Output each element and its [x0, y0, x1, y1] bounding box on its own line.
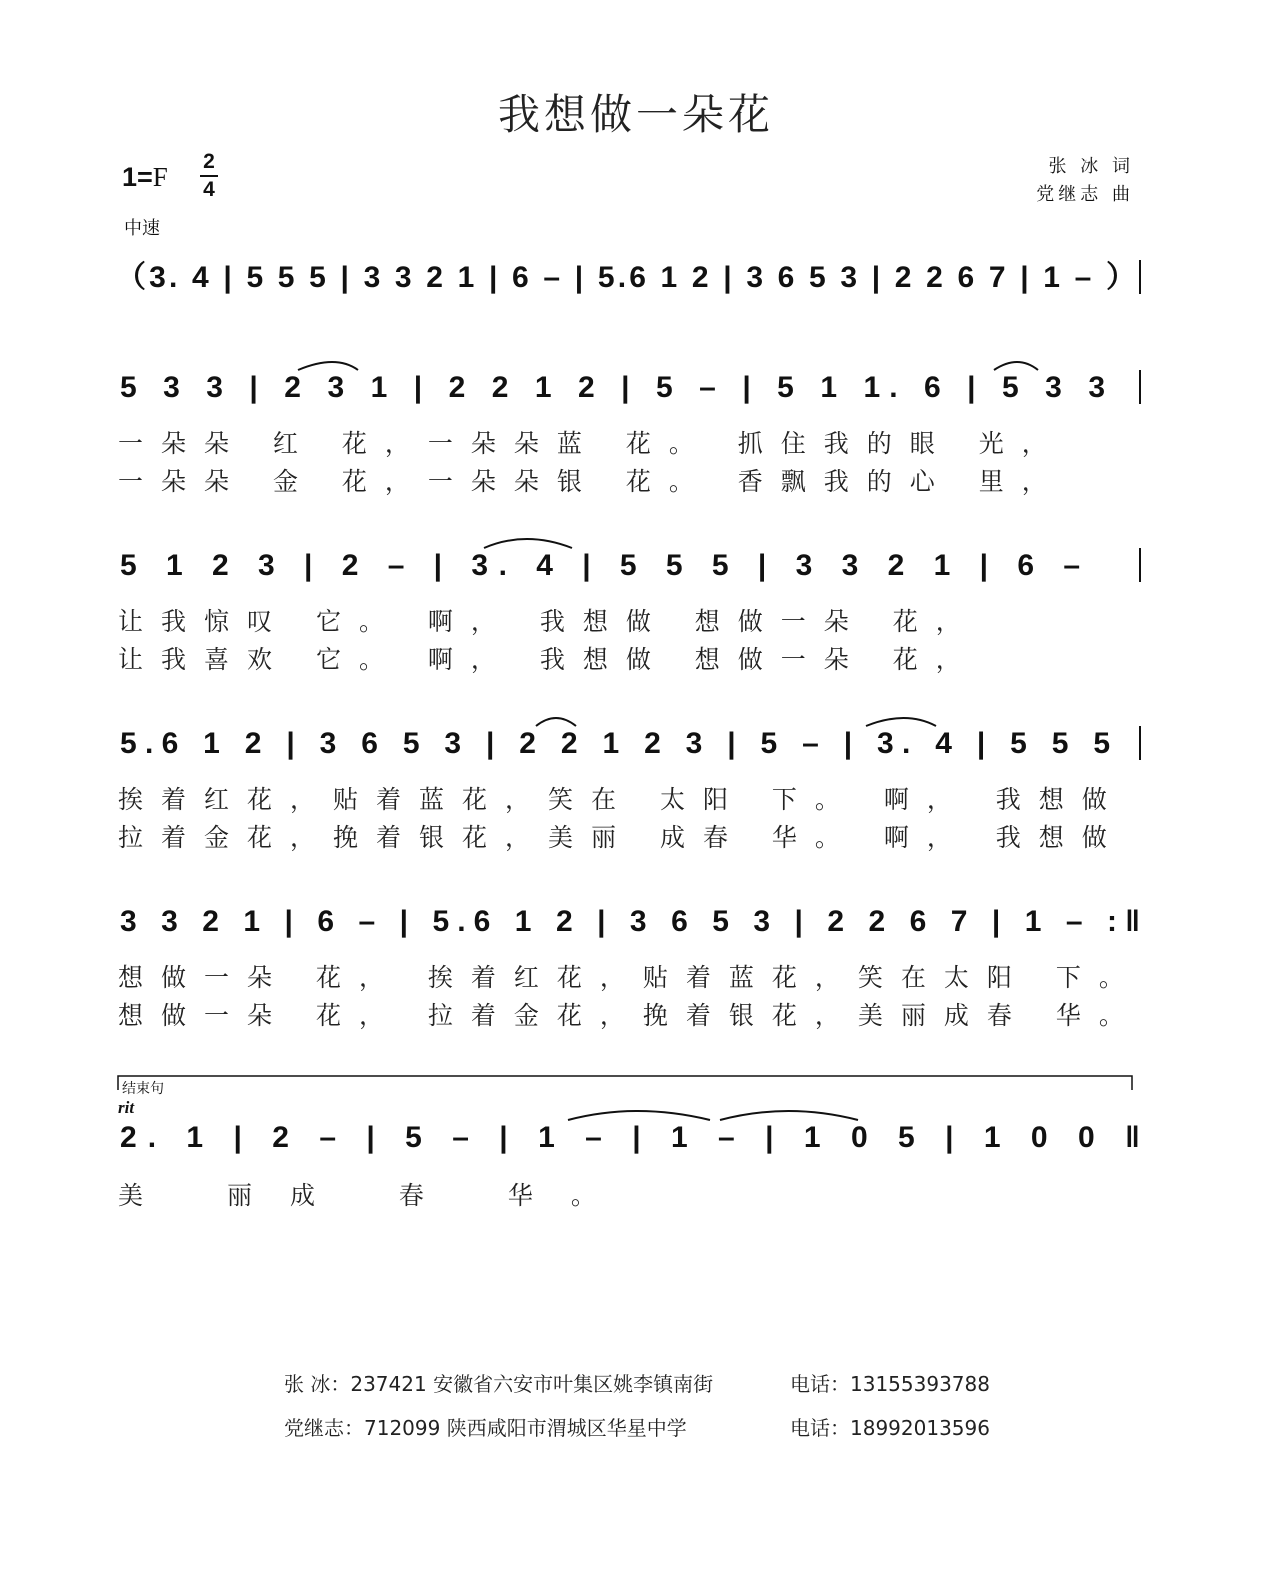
tie-7 — [720, 1111, 858, 1120]
staff-1-notes: 5 3 3 | 2 3 1 | 2 2 1 2 | 5 – | 5 1 1. 6 | 5 3 3 — [120, 371, 1106, 404]
ritardando-marking: rit — [118, 1098, 135, 1117]
song-title: 我想做一朵花 — [497, 90, 774, 139]
lyrics-1-verse-2: 一朵朵 金 花，一朵朵银 花。 香飘我的心 里， — [118, 467, 1065, 496]
tie-1 — [298, 362, 358, 370]
contact-address: 712099 陕西咸阳市渭城区华星中学 — [364, 1416, 687, 1440]
time-bottom: 4 — [203, 178, 215, 201]
time-bar — [200, 175, 218, 177]
lyrics-2-verse-2: 让我喜欢 它。 啊， 我想做 想做一朵 花， — [118, 645, 979, 674]
ending-bracket-line — [118, 1076, 1132, 1090]
contact-lyricist — [284, 1368, 713, 1397]
lyrics-3-verse-1: 挨着红花，贴着蓝花，笑在 太阳 下。 啊， 我想做 — [118, 785, 1125, 814]
lyricist-credit: 张 冰 词 — [1048, 156, 1134, 177]
time-signature — [200, 150, 218, 202]
lyrics-3-verse-2: 拉着金花，挽着银花，美丽 成春 华。 啊， 我想做 — [118, 823, 1125, 852]
tie-6 — [568, 1111, 710, 1120]
lyrics-2-verse-1: 让我惊叹 它。 啊， 我想做 想做一朵 花， — [118, 607, 979, 636]
key-letter: F — [152, 162, 168, 192]
key-do: 1= — [122, 162, 153, 192]
tie-5 — [866, 718, 936, 726]
lyrics-4-verse-2: 想做一朵 花， 拉着金花，挽着银花，美丽成春 华。 — [118, 1001, 1142, 1030]
ending-lyrics: 美 丽成 春 华。 — [118, 1181, 634, 1210]
contact-composer-phone — [790, 1412, 990, 1441]
phone-label: 电话： — [790, 1372, 850, 1396]
contact-address: 237421 安徽省六安市叶集区姚李镇南街 — [350, 1372, 714, 1396]
ending-label: 结束句 — [122, 1081, 164, 1097]
staff-3-svg — [116, 718, 1156, 768]
staff-1-svg — [116, 362, 1156, 412]
tempo-marking: 中速 — [124, 218, 160, 239]
time-top: 2 — [203, 150, 215, 173]
contact-name: 党继志： — [284, 1416, 364, 1440]
lyrics-4-verse-1: 想做一朵 花， 挨着红花，贴着蓝花，笑在太阳 下。 — [118, 963, 1142, 992]
phone-number: 13155393788 — [850, 1372, 990, 1396]
phone-label: 电话： — [790, 1416, 850, 1440]
staff-4-notes: 3 3 2 1 | 6 – | 5.6 1 2 | 3 6 5 3 | 2 2 6 7 | 1 – :‖ — [120, 905, 1141, 938]
tie-2 — [994, 362, 1038, 370]
key-signature — [122, 162, 168, 193]
staff-line-4 — [116, 896, 1156, 946]
phone-number: 18992013596 — [850, 1416, 990, 1440]
staff-2-svg — [116, 540, 1156, 590]
contact-composer — [284, 1412, 687, 1441]
staff-line-3 — [116, 718, 1156, 768]
contact-name: 张 冰： — [284, 1372, 351, 1396]
lyrics-1-verse-1: 一朵朵 红 花，一朵朵蓝 花。 抓住我的眼 光， — [118, 429, 1065, 458]
ending-bracket — [116, 1072, 1140, 1092]
staff-4-svg — [116, 896, 1156, 946]
staff-ending — [116, 1112, 1156, 1162]
ending-notes: 2. 1 | 2 – | 5 – | 1 – | 1 – | 1 0 5 | 1 0 0 ‖ — [120, 1121, 1140, 1154]
staff-line-2 — [116, 540, 1156, 590]
tie-3 — [484, 539, 572, 548]
contact-lyricist-phone — [790, 1368, 990, 1397]
composer-credit: 党继志 曲 — [1036, 184, 1134, 205]
intro-staff — [116, 252, 1156, 302]
intro-notes: （3. 4 | 5 5 5 | 3 3 2 1 | 6 – | 5.6 1 2 | 3 6 5 3 | 2 2 6 7 | 1 – ） — [116, 261, 1136, 294]
intro-svg — [116, 252, 1156, 302]
tie-4 — [536, 718, 576, 726]
staff-line-1 — [116, 362, 1156, 412]
staff-3-notes: 5.6 1 2 | 3 6 5 3 | 2 2 1 2 3 | 5 – | 3. 4 | 5 5 5 — [120, 727, 1111, 760]
staff-2-notes: 5 1 2 3 | 2 – | 3. 4 | 5 5 5 | 3 3 2 1 | 6 – — [120, 549, 1081, 582]
staff-ending-svg — [116, 1112, 1156, 1162]
